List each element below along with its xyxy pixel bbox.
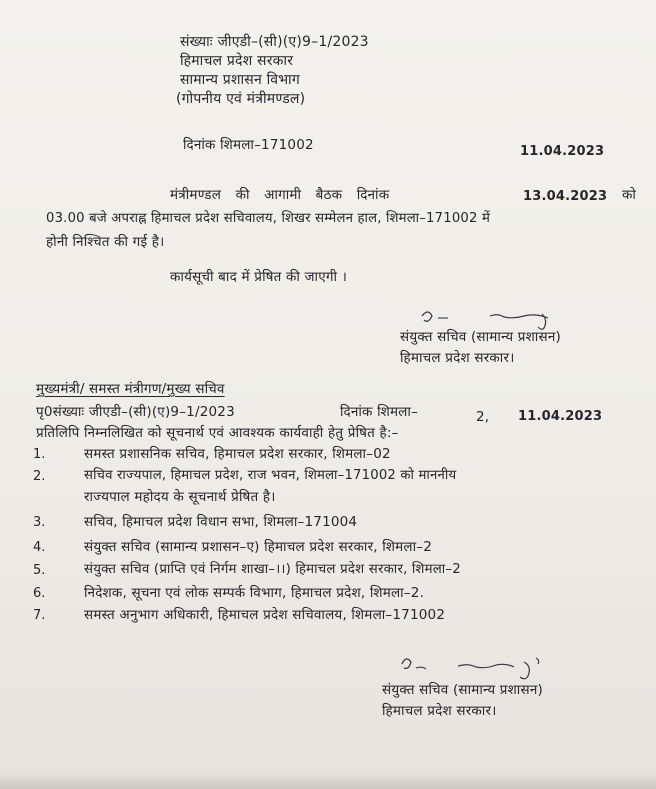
list-item-text: संयुक्त सचिव (प्राप्ति एवं निर्गम शाखा–।।) हिमाचल प्रदेश सरकार, शिमला–2 bbox=[84, 562, 461, 577]
list-item-text: निदेशक, सूचना एवं लोक सम्पर्क विभाग, हिमाचल प्रदेश, शिमला–2. bbox=[84, 585, 425, 601]
signature-2-handwritten bbox=[398, 652, 558, 682]
copy-to-intro: प्रतिलिपि निम्नलिखित को सूचनार्थ एवं आवश्यक कार्यवाही हेतु प्रेषित है:– bbox=[36, 425, 399, 441]
endorsement-date: 11.04.2023 bbox=[518, 409, 603, 424]
meeting-date: 13.04.2023 bbox=[523, 189, 608, 204]
list-item-number: 2. bbox=[33, 469, 46, 484]
section-name: (गोपनीय एवं मंत्रीमण्डल) bbox=[176, 91, 306, 107]
recipients-heading: मुख्यमंत्री/ समस्त मंत्रीगण/मुख्य सचिव bbox=[36, 381, 225, 397]
page-edge-shadow bbox=[0, 771, 656, 789]
letter-date: 11.04.2023 bbox=[520, 144, 605, 159]
list-item-text: सचिव, हिमाचल प्रदेश विधान सभा, शिमला–171004 bbox=[84, 514, 358, 530]
endorsement-reference: पृ0संख्याः जीएडी–(सी)(ए)9–1/2023 bbox=[36, 404, 235, 420]
list-item-number: 7. bbox=[33, 608, 46, 623]
list-item-number: 6. bbox=[33, 586, 46, 601]
signature-1-org: हिमाचल प्रदेश सरकार। bbox=[400, 350, 515, 366]
government-name: हिमाचल प्रदेश सरकार bbox=[180, 53, 294, 69]
body-line-1-suffix: को bbox=[622, 187, 637, 203]
list-item-number: 5. bbox=[33, 563, 46, 578]
signature-2-title: संयुक्त सचिव (सामान्य प्रशासन) bbox=[382, 682, 543, 698]
list-item-number: 3. bbox=[33, 515, 46, 530]
body-line-1-prefix: मंत्रीमण्डल की आगामी बैठक दिनांक bbox=[170, 187, 390, 203]
list-item-text: समस्त अनुभाग अधिकारी, हिमाचल प्रदेश सचिवालय, शिमला–171002 bbox=[84, 607, 446, 623]
list-item-text: सचिव राज्यपाल, हिमाचल प्रदेश, राज भवन, शिमला–171002 को माननीय bbox=[84, 468, 457, 483]
list-item-number: 4. bbox=[33, 540, 46, 555]
endorsement-number: 2, bbox=[476, 409, 490, 425]
body-line-3: होनी निश्चित की गई है। bbox=[46, 234, 165, 250]
endorsement-place: दिनांक शिमला– bbox=[340, 404, 419, 420]
reference-number: संख्याः जीएडी–(सी)(ए)9–1/2023 bbox=[180, 34, 369, 50]
list-item-text: समस्त प्रशासनिक सचिव, हिमाचल प्रदेश सरकार, शिमला–02 bbox=[84, 446, 391, 462]
body-line-2: 03.00 बजे अपराह्न हिमाचल प्रदेश सचिवालय, शिखर सम्मेलन हाल, शिमला–171002 में bbox=[46, 211, 491, 226]
list-item-text-continued: राज्यपाल महोदय के सूचनार्थ प्रेषित है। bbox=[84, 489, 276, 505]
place-label: दिनांक शिमला–171002 bbox=[183, 137, 314, 153]
list-item-number: 1. bbox=[33, 447, 46, 462]
body-line-4: कार्यसूची बाद में प्रेषित की जाएगी । bbox=[170, 269, 348, 285]
signature-1-title: संयुक्त सचिव (सामान्य प्रशासन) bbox=[400, 329, 561, 345]
signature-2-org: हिमाचल प्रदेश सरकार। bbox=[382, 703, 497, 719]
list-item-text: संयुक्त सचिव (सामान्य प्रशासन–ए) हिमाचल प्रदेश सरकार, शिमला–2 bbox=[84, 539, 433, 555]
department-name: सामान्य प्रशासन विभाग bbox=[180, 72, 300, 88]
